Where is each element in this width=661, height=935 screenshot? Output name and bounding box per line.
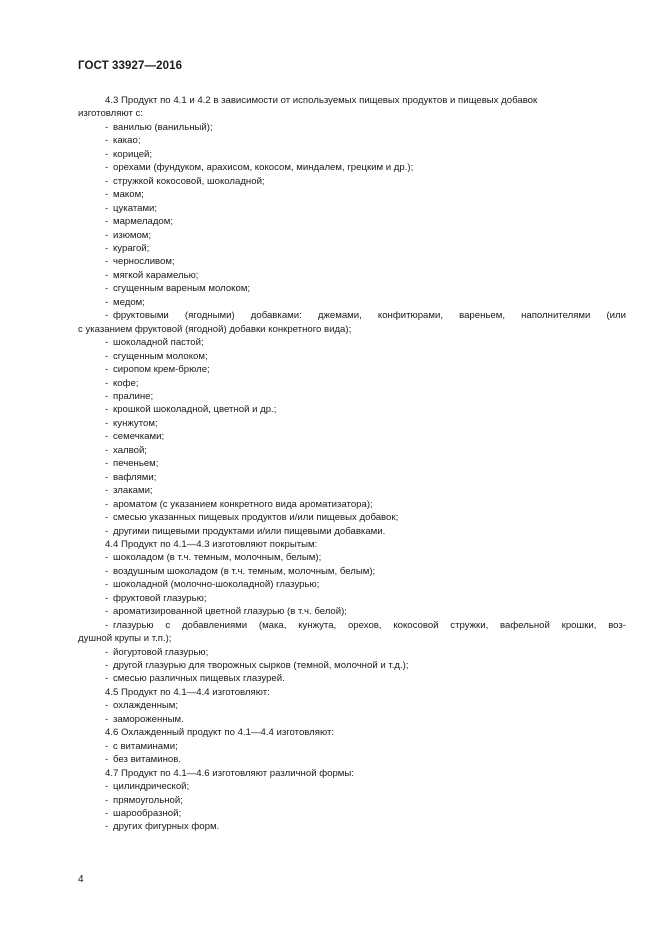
line-text: смесью указанных пищевых продуктов и/или пищевых добавок; <box>113 512 399 524</box>
list-item <box>78 646 626 659</box>
list-item <box>78 484 626 497</box>
line-text: медом; <box>113 296 145 308</box>
line-text: мармеладом; <box>113 216 174 228</box>
list-dash: - <box>105 417 109 429</box>
line-text: злаками; <box>113 485 153 497</box>
continuation-line <box>78 323 626 336</box>
line-text: семечками; <box>113 431 165 443</box>
list-dash: - <box>105 471 109 483</box>
list-item <box>78 134 626 147</box>
list-item <box>78 242 626 255</box>
line-text: другой глазурью для творожных сырков (темной, молочной и т.д.); <box>113 660 409 672</box>
list-dash: - <box>105 781 109 793</box>
list-item <box>78 148 626 161</box>
paragraph-line <box>78 94 626 107</box>
list-dash: - <box>105 808 109 820</box>
list-dash: - <box>105 565 109 577</box>
line-text: фруктовыми (ягодными) добавками: джемами, конфитюрами, вареньем, наполнителями (или <box>113 310 626 322</box>
list-item <box>78 780 626 793</box>
line-text: курагой; <box>113 242 150 254</box>
list-item <box>78 309 626 322</box>
line-text: душной крупы и т.п.); <box>78 633 172 645</box>
list-item <box>78 525 626 538</box>
page-number: 4 <box>78 874 84 885</box>
line-text: смесью различных пищевых глазурей. <box>113 673 285 685</box>
list-dash: - <box>105 552 109 564</box>
list-dash: - <box>105 175 109 187</box>
list-dash: - <box>105 350 109 362</box>
list-dash: - <box>105 162 109 174</box>
list-dash: - <box>105 700 109 712</box>
list-item <box>78 659 626 672</box>
line-text: ароматом (с указанием конкретного вида ароматизатора); <box>113 498 373 510</box>
list-dash: - <box>105 216 109 228</box>
line-text: черносливом; <box>113 256 175 268</box>
list-dash: - <box>105 619 109 631</box>
line-text: 4.3 Продукт по 4.1 и 4.2 в зависимости от используемых пищевых продуктов и пищевых добавок <box>105 95 538 106</box>
line-text: глазурью с добавлениями (мака, кунжута, орехов, кокосовой стружки, вафельной крошки, воз- <box>113 619 626 631</box>
list-dash: - <box>105 646 109 658</box>
line-text: сгущенным вареным молоком; <box>113 283 251 295</box>
line-text: йогуртовой глазурью; <box>113 646 209 658</box>
line-text: замороженным. <box>113 713 184 725</box>
line-text: цукатами; <box>113 202 158 214</box>
line-text: изготовляют с: <box>78 108 143 120</box>
list-item <box>78 794 626 807</box>
list-dash: - <box>105 229 109 241</box>
list-dash: - <box>105 673 109 685</box>
list-dash: - <box>105 202 109 214</box>
line-text: сиропом крем-брюле; <box>113 364 210 376</box>
list-item <box>78 363 626 376</box>
list-dash: - <box>105 485 109 497</box>
document-body <box>78 94 626 834</box>
list-item <box>78 417 626 430</box>
list-dash: - <box>105 431 109 443</box>
list-dash: - <box>105 713 109 725</box>
list-dash: - <box>105 458 109 470</box>
list-dash: - <box>105 444 109 456</box>
list-item <box>78 229 626 242</box>
list-item <box>78 161 626 174</box>
paragraph-line <box>78 686 626 699</box>
list-item <box>78 753 626 766</box>
continuation-line <box>78 632 626 645</box>
line-text: пралине; <box>113 390 154 402</box>
list-item <box>78 282 626 295</box>
line-text: халвой; <box>113 444 147 456</box>
list-dash: - <box>105 242 109 254</box>
list-dash: - <box>105 592 109 604</box>
list-dash: - <box>105 135 109 147</box>
list-dash: - <box>105 660 109 672</box>
list-dash: - <box>105 283 109 295</box>
line-text: 4.7 Продукт по 4.1—4.6 изготовляют различной формы: <box>105 767 354 779</box>
list-dash: - <box>105 364 109 376</box>
list-dash: - <box>105 337 109 349</box>
document-header: ГОСТ 33927—2016 <box>78 60 183 72</box>
line-text: прямоугольной; <box>113 794 183 806</box>
line-text: маком; <box>113 189 144 201</box>
list-dash: - <box>105 256 109 268</box>
line-text: цилиндрической; <box>113 781 190 793</box>
list-item <box>78 444 626 457</box>
line-text: с витаминами; <box>113 740 178 752</box>
line-text: сгущенным молоком; <box>113 350 208 362</box>
list-item <box>78 807 626 820</box>
line-text: 4.4 Продукт по 4.1—4.3 изготовляют покрытым: <box>105 538 318 550</box>
line-text: 4.6 Охлажденный продукт по 4.1—4.4 изготовляют: <box>105 727 335 739</box>
list-item <box>78 699 626 712</box>
list-item <box>78 377 626 390</box>
list-item <box>78 255 626 268</box>
paragraph-line <box>78 726 626 739</box>
list-dash: - <box>105 390 109 402</box>
list-item <box>78 269 626 282</box>
list-item <box>78 605 626 618</box>
list-item <box>78 188 626 201</box>
list-item <box>78 672 626 685</box>
continuation-line <box>78 107 626 120</box>
line-text: корицей; <box>113 148 153 160</box>
list-item <box>78 551 626 564</box>
paragraph-line <box>78 538 626 551</box>
line-text: орехами (фундуком, арахисом, кокосом, миндалем, грецким и др.); <box>113 162 414 174</box>
line-text: кунжутом; <box>113 417 158 429</box>
line-text: мягкой карамелью; <box>113 269 199 281</box>
list-item <box>78 619 626 632</box>
list-dash: - <box>105 121 109 133</box>
list-item <box>78 511 626 524</box>
line-text: 4.5 Продукт по 4.1—4.4 изготовляют: <box>105 686 270 698</box>
line-text: охлажденным; <box>113 700 179 712</box>
list-item <box>78 403 626 416</box>
list-dash: - <box>105 794 109 806</box>
list-item <box>78 390 626 403</box>
line-text: какао; <box>113 135 141 147</box>
list-item <box>78 713 626 726</box>
line-text: стружкой кокосовой, шоколадной; <box>113 175 265 187</box>
list-item <box>78 565 626 578</box>
list-dash: - <box>105 498 109 510</box>
list-item <box>78 430 626 443</box>
line-text: воздушным шоколадом (в т.ч. темным, молочным, белым); <box>113 565 376 577</box>
list-item <box>78 336 626 349</box>
line-text: других фигурных форм. <box>113 821 220 833</box>
list-dash: - <box>105 377 109 389</box>
list-item <box>78 578 626 591</box>
list-item <box>78 740 626 753</box>
line-text: шарообразной; <box>113 808 182 820</box>
list-dash: - <box>105 579 109 591</box>
line-text: вафлями; <box>113 471 157 483</box>
list-dash: - <box>105 148 109 160</box>
line-text: кофе; <box>113 377 139 389</box>
line-text: фруктовой глазурью; <box>113 592 207 604</box>
list-dash: - <box>105 821 109 833</box>
list-item <box>78 350 626 363</box>
list-item <box>78 215 626 228</box>
list-dash: - <box>105 512 109 524</box>
list-dash: - <box>105 754 109 766</box>
list-dash: - <box>105 404 109 416</box>
list-item <box>78 202 626 215</box>
list-item <box>78 457 626 470</box>
line-text: шоколадной пастой; <box>113 337 204 349</box>
line-text: другими пищевыми продуктами и/или пищевыми добавками. <box>113 525 386 537</box>
line-text: ванилью (ванильный); <box>113 121 213 133</box>
list-dash: - <box>105 189 109 201</box>
list-dash: - <box>105 606 109 618</box>
list-item <box>78 175 626 188</box>
list-item <box>78 121 626 134</box>
line-text: шоколадом (в т.ч. темным, молочным, белым); <box>113 552 322 564</box>
list-item <box>78 820 626 833</box>
list-dash: - <box>105 740 109 752</box>
list-item <box>78 471 626 484</box>
list-dash: - <box>105 296 109 308</box>
list-dash: - <box>105 525 109 537</box>
list-item <box>78 498 626 511</box>
list-dash: - <box>105 310 109 322</box>
line-text: с указанием фруктовой (ягодной) добавки конкретного вида); <box>78 323 352 335</box>
line-text: изюмом; <box>113 229 152 241</box>
line-text: печеньем; <box>113 458 159 470</box>
line-text: шоколадной (молочно-шоколадной) глазурью; <box>113 579 320 591</box>
list-item <box>78 296 626 309</box>
line-text: крошкой шоколадной, цветной и др.; <box>113 404 277 416</box>
paragraph-line <box>78 767 626 780</box>
line-text: без витаминов. <box>113 754 182 766</box>
list-dash: - <box>105 269 109 281</box>
list-item <box>78 592 626 605</box>
line-text: ароматизированной цветной глазурью (в т.ч. белой); <box>113 606 347 618</box>
